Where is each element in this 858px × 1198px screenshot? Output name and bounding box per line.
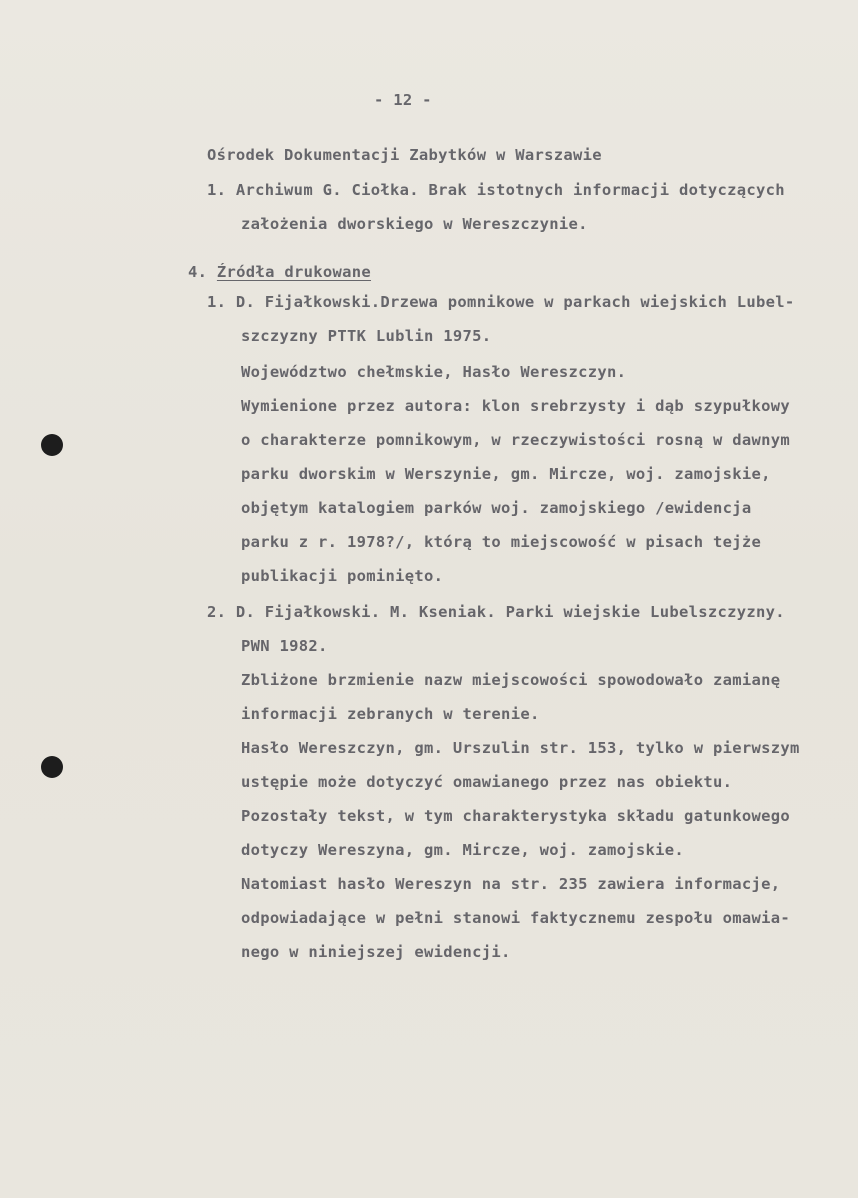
institution-heading: Ośrodek Dokumentacji Zabytków w Warszawie <box>207 146 602 164</box>
entry-2-line-8: dotyczy Wereszyna, gm. Mircze, woj. zamojskie. <box>241 841 685 859</box>
punch-hole-top <box>41 434 63 456</box>
archive-entry-line-2: założenia dworskiego w Wereszczynie. <box>241 215 588 233</box>
entry-1-line-7: objętym katalogiem parków woj. zamojskiego /ewidencja <box>241 499 752 517</box>
entry-2-line-10: odpowiadające w pełni stanowi faktycznemu zespołu omawia- <box>241 909 791 927</box>
entry-2-line-7: Pozostały tekst, w tym charakterystyka składu gatunkowego <box>241 807 791 825</box>
archive-entry-line-1: 1. Archiwum G. Ciołka. Brak istotnych informacji dotyczących <box>207 181 785 199</box>
entry-1-line-5: o charakterze pomnikowym, w rzeczywistości rosną w dawnym <box>241 431 791 449</box>
page-number: - 12 - <box>374 91 432 109</box>
entry-2-line-3: Zbliżone brzmienie nazw miejscowości spowodowało zamianę <box>241 671 781 689</box>
entry-2-line-1: 2. D. Fijałkowski. M. Kseniak. Parki wiejskie Lubelszczyzny. <box>207 603 785 621</box>
entry-1-line-4: Wymienione przez autora: klon srebrzysty i dąb szypułkowy <box>241 397 791 415</box>
entry-2-line-2: PWN 1982. <box>241 637 328 655</box>
entry-1-line-9: publikacji pominięto. <box>241 567 444 585</box>
entry-1-line-2: szczyzny PTTK Lublin 1975. <box>241 327 492 345</box>
entry-2-line-9: Natomiast hasło Wereszyn na str. 235 zawiera informacje, <box>241 875 781 893</box>
entry-2-line-6: ustępie może dotyczyć omawianego przez nas obiektu. <box>241 773 733 791</box>
section-4-heading <box>188 262 371 282</box>
punch-hole-bottom <box>41 756 63 778</box>
section-4-number: 4. <box>188 263 208 281</box>
entry-2-line-11: nego w niniejszej ewidencji. <box>241 943 511 961</box>
entry-2-line-5: Hasło Wereszczyn, gm. Urszulin str. 153, tylko w pierwszym <box>241 739 800 757</box>
section-4-title: Źródła drukowane <box>216 263 372 281</box>
entry-2-line-4: informacji zebranych w terenie. <box>241 705 540 723</box>
entry-1-line-8: parku z r. 1978?/, którą to miejscowość w pisach tejże <box>241 533 762 551</box>
entry-1-line-6: parku dworskim w Werszynie, gm. Mircze, woj. zamojskie, <box>241 465 771 483</box>
entry-1-line-3: Województwo chełmskie, Hasło Wereszczyn. <box>241 363 627 381</box>
entry-1-line-1: 1. D. Fijałkowski.Drzewa pomnikowe w parkach wiejskich Lubel- <box>207 293 795 311</box>
